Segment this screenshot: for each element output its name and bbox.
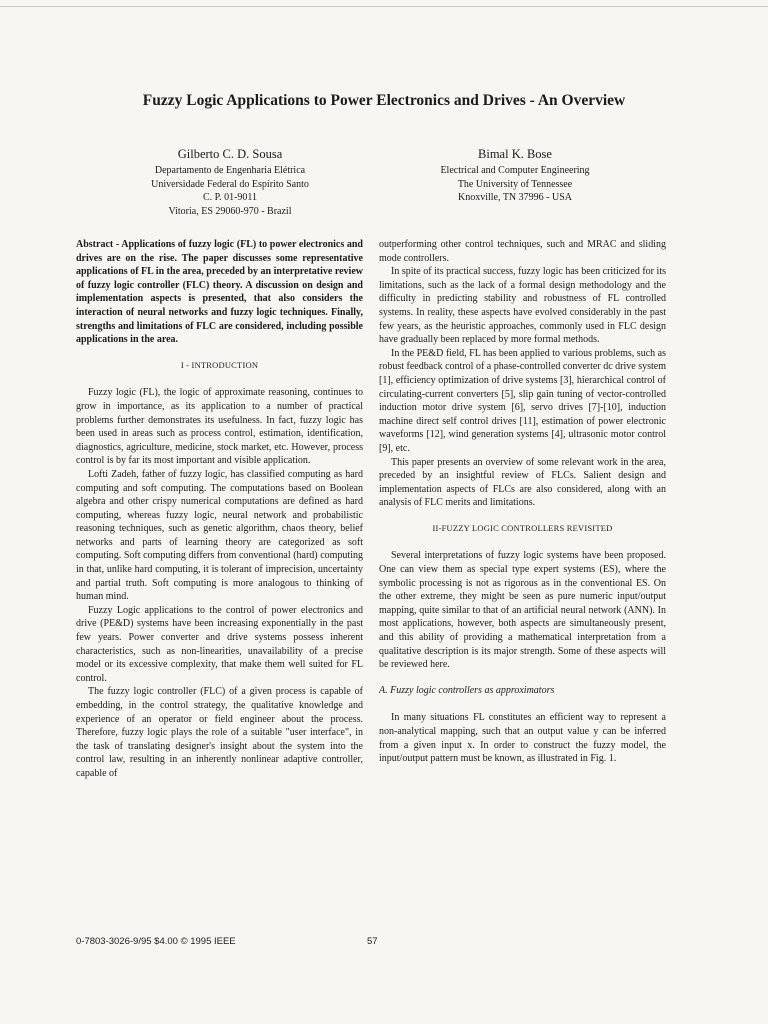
affiliation-line: Vitoria, ES 29060-970 - Brazil xyxy=(168,205,292,217)
abstract: Abstract - Applications of fuzzy logic (FL) to power electronics and drives are on the rise. The paper discusses some representative applications of FL in the area, preceded by an interpretative review of fuzzy logic controller (FLC) theory. A discussion on design and implementation aspects is presented, that also considers the interaction of neural networks and fuzzy logic techniques. Finally, strengths and limitations of FLC are considered, including possible applications in the area. xyxy=(76,239,363,346)
paragraph: In many situations FL constitutes an efficient way to represent a non-analytical mapping, such that an output value y can be inferred from a given input x. In order to construct the fuzzy model, the input/output pattern must be known, as illustrated in Fig. 1. xyxy=(379,712,666,765)
author-name: Gilberto C. D. Sousa xyxy=(177,147,283,161)
paragraph: outperforming other control techniques, such and MRAC and sliding mode controllers. xyxy=(379,239,666,264)
paragraph: In spite of its practical success, fuzzy logic has been criticized for its limitations, such as the lack of a formal design methodology and the difficulty in predicting stability and robustness of FL controlled systems. In reality, these aspects have evolved considerably in the past few years, as the heuristic approaches, commonly used in FLC design have gradually been replaced by more formal methods. xyxy=(379,266,666,346)
top-rule xyxy=(0,6,768,7)
paragraph: This paper presents an overview of some relevant work in the area, preceded by an insightful review of FLCs. Salient design and implementation aspects of FLCs are also considered, along with an analysis of FLC merits and limitations. xyxy=(379,456,666,509)
affiliation-line: Departamento de Engenharia Elétrica xyxy=(154,165,306,176)
left-column xyxy=(76,238,363,781)
section-heading-introduction: I - INTRODUCTION xyxy=(180,359,259,370)
affiliation-line: Knoxville, TN 37996 - USA xyxy=(458,192,572,203)
page-number: 57 xyxy=(367,936,378,947)
affiliation-line: Universidade Federal do Espírito Santo xyxy=(151,178,309,190)
paragraph: Several interpretations of fuzzy logic systems have been proposed. One can view them as special type expert systems (ES), where the symbolic processing is not as rigorous as in the conventional ES. On the other extreme, they might be seen as pure numeric input/output mapping, quite similar to that of an artificial neural network (ANN). In most applications, however, both aspects are simultaneously present, and this ability of providing a mathematical interpretation from a qualitative description is its major strength. Some of these aspects will be reviewed here. xyxy=(379,550,666,671)
paragraph: Fuzzy logic (FL), the logic of approximate reasoning, continues to grow in importance, as its application to a number of practical problems further demonstrates its usefulness. In fact, fuzzy logic has been used in areas such as process control, estimation, identification, diagnostics, agriculture, medicine, stock market, etc. However, process control is by far its most important and visible application. xyxy=(76,387,363,467)
subsection-heading: A. Fuzzy logic controllers as approximators xyxy=(379,684,555,696)
author-block-bose xyxy=(395,146,635,205)
section-heading-flc-revisited: II-FUZZY LOGIC CONTROLLERS REVISITED xyxy=(432,522,613,533)
paragraph: Lofti Zadeh, father of fuzzy logic, has classified computing as hard computing and soft computing. The computations based on Boolean algebra and other crispy numerical computations are defined as hard computing, whereas fuzzy logic, neural network and probabilistic reasoning techniques, such as genetic algorithm, chaos theory, belief networks and parts of learning theory are categorized as soft computing. Soft computing differs from conventional (hard) computing in that, unlike hard computing, it is tolerant of imprecision, uncertainty and partial truth. Soft computing is more analogous to thinking of human mind. xyxy=(76,468,363,603)
author-name: Bimal K. Bose xyxy=(478,147,552,161)
paragraph: In the PE&D field, FL has been applied to various problems, such as robust feedback control of a phase-controlled converter dc drive system [1], efficiency optimization of drive systems [3], hierarchical control of circulating-current converters [5], slip gain tuning of vector-controlled induction motor drive system [6], servo drives [7]-[10], induction machine direct self control drives [11], estimation of power electronic waveforms [12], wind generation systems [4], ultrasonic motor control [9], etc. xyxy=(379,347,666,454)
affiliation-line: Electrical and Computer Engineering xyxy=(440,165,590,176)
right-column xyxy=(379,238,666,766)
affiliation-line: C. P. 01-9011 xyxy=(202,192,258,203)
author-block-sousa xyxy=(100,146,360,218)
affiliation-line: The University of Tennessee xyxy=(457,178,573,190)
paper-title: Fuzzy Logic Applications to Power Electronics and Drives - An Overview xyxy=(142,92,626,109)
paragraph: Fuzzy Logic applications to the control of power electronics and drive (PE&D) systems have been increasing exponentially in the past few years. Power converter and drive systems possess inherent characteristics, such as non-linearities, unavailability of a precise model or its excessive complexity, that make them well suited for FL control. xyxy=(76,604,363,684)
copyright-line: 0-7803-3026-9/95 $4.00 © 1995 IEEE xyxy=(76,936,236,947)
paragraph: The fuzzy logic controller (FLC) of a given process is capable of embedding, in the control strategy, the qualitative knowledge and experience of an operator or field engineer about the process. Therefore, fuzzy logic plays the role of a suitable "user interface", in the task of translating designer's insight about the system into the control law, resulting in an inherently nonlinear adaptive controller, capable of xyxy=(76,686,363,779)
